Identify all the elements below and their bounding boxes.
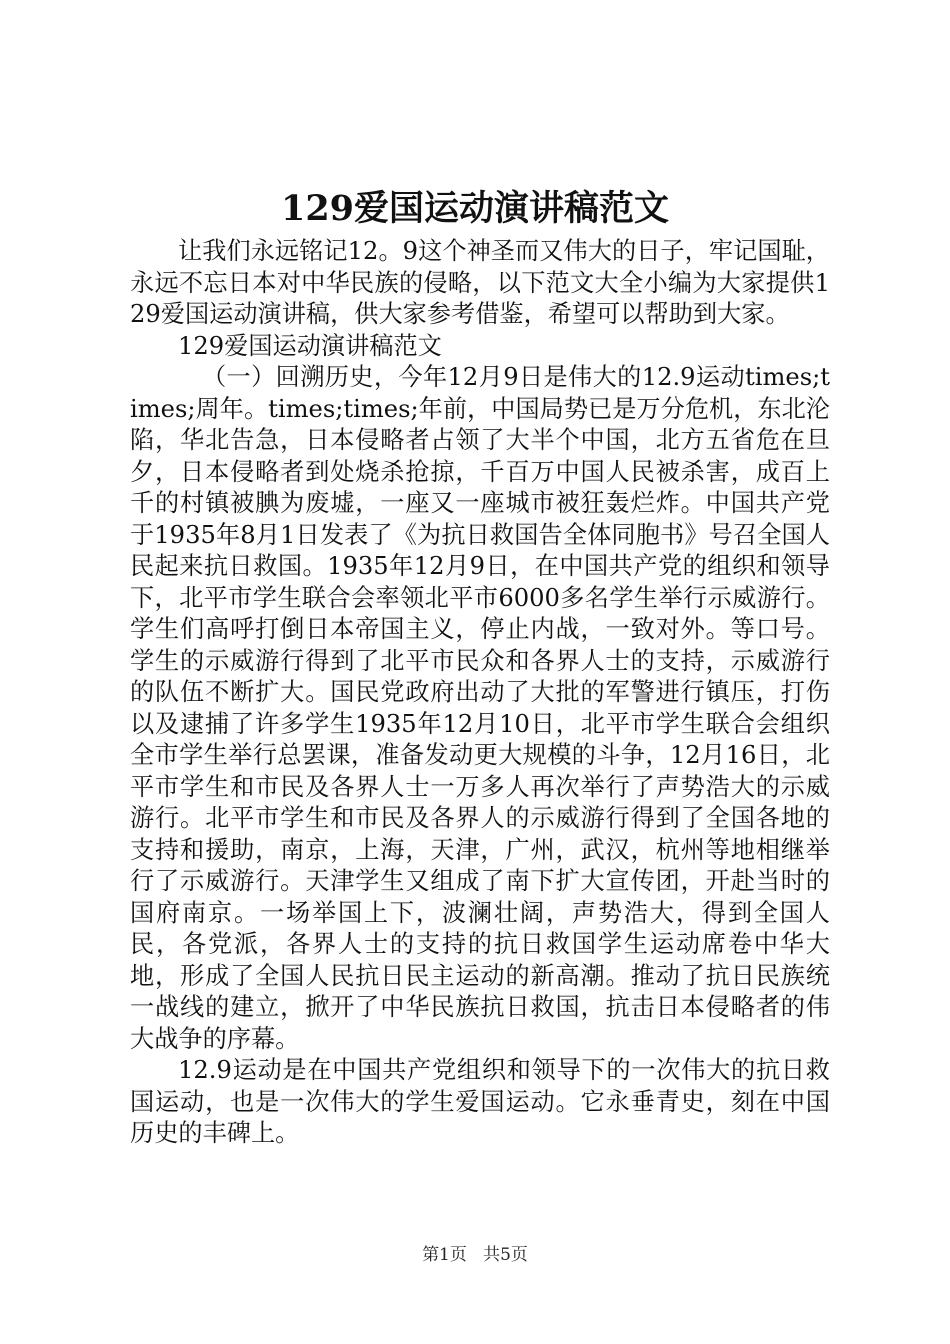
closing-paragraph: 12.9运动是在中国共产党组织和领导下的一次伟大的抗日救国运动，也是一次伟大的学生爱国运动。它永垂青史，刻在中国历史的丰碑上。 [130, 1056, 830, 1147]
document-title: 129爱国运动演讲稿范文 [280, 188, 670, 229]
page-number: 第1页 [422, 1245, 467, 1265]
section-heading: 129爱国运动演讲稿范文 [178, 331, 442, 360]
page-footer [0, 1244, 950, 1266]
document-body [130, 236, 830, 1150]
page-total: 共5页 [483, 1245, 528, 1265]
page-spacer [472, 1245, 477, 1265]
intro-paragraph: 让我们永远铭记12。9这个神圣而又伟大的日子，牢记国耻，永远不忘日本对中华民族的侵略，以下范文大全小编为大家提供129爱国运动演讲稿，供大家参考借鉴，希望可以帮助到大家。 [130, 237, 830, 328]
history-paragraph: （一）回溯历史，今年12月9日是伟大的12.9运动times;times;周年。times;times;年前，中国局势已是万分危机，东北沦陷，华北告急，日本侵略者占领了大半个中国，北方五省危在旦夕，日本侵略者到处烧杀抢掠，千百万中国人民被杀害，成百上千的村镇被腆为废墟，一座又一座城市被狂轰烂炸。中国共产党于1935年8月1日发表了《为抗日救国告全体同胞书》号召全国人民起来抗日救国。1935年12月9日，在中国共产党的组织和领导下，北平市学生联合会率领北平市6000多名学生举行示威游行。学生们高呼打倒日本帝国主义，停止内战，一致对外。等口号。学生的示威游行得到了北平市民众和各界人士的支持，示威游行的队伍不断扩大。国民党政府出动了大批的军警进行镇压，打伤以及逮捕了许多学生1935年12月10日，北平市学生联合会组织全市学生举行总罢课，准备发动更大规模的斗争，12月16日，北平市学生和市民及各界人士一万多人再次举行了声势浩大的示威游行。北平市学生和市民及各界人的示威游行得到了全国各地的支持和援助，南京，上海，天津，广州，武汉，杭州等地相继举行了示威游行。天津学生又组成了南下扩大宣传团，开赴当时的国府南京。一场举国上下，波澜壮阔，声势浩大，得到全国人民，各党派，各界人士的支持的抗日救国学生运动席卷中华大地，形成了全国人民抗日民主运动的新高潮。推动了抗日民族统一战线的建立，掀开了中华民族抗日救国，抗击日本侵略者的伟大战争的序幕。 [130, 363, 830, 1053]
